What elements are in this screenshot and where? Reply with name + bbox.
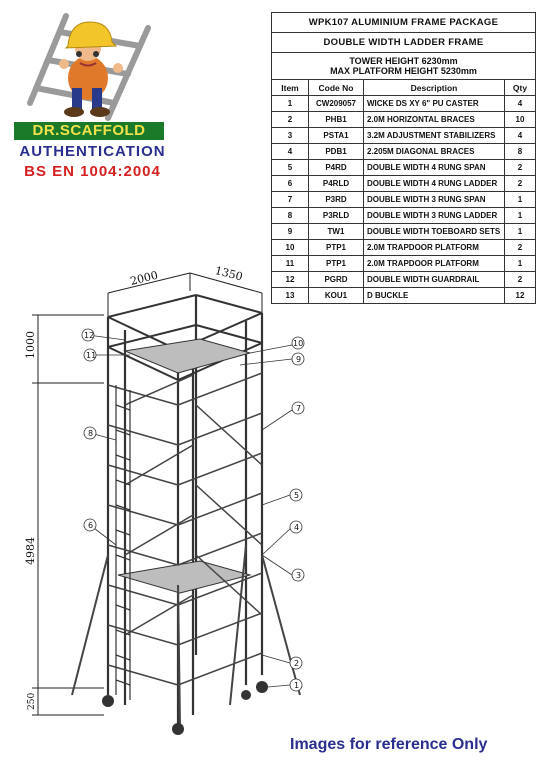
cell-code: PHB1 [309, 112, 364, 128]
table-row [272, 240, 536, 256]
callout-10: 10 [293, 339, 304, 348]
callout-6: 6 [88, 521, 94, 530]
cell-code: P3RD [309, 192, 364, 208]
cell-desc: DOUBLE WIDTH 3 RUNG SPAN [364, 192, 505, 208]
cell-qty: 1 [505, 192, 536, 208]
col-item: Item [272, 80, 309, 96]
table-row [272, 192, 536, 208]
table-row [272, 224, 536, 240]
callout-11: 11 [86, 351, 97, 360]
reference-note: Images for reference Only [290, 736, 488, 753]
cell-code: P3RLD [309, 208, 364, 224]
cell-code: TW1 [309, 224, 364, 240]
table-row [272, 128, 536, 144]
table-row [272, 112, 536, 128]
callout-7: 7 [296, 404, 302, 413]
cell-qty: 4 [505, 96, 536, 112]
callout-2: 2 [294, 659, 300, 668]
cell-item: 4 [272, 144, 309, 160]
table-row [272, 160, 536, 176]
cell-desc: 2.205M DIAGONAL BRACES [364, 144, 505, 160]
cell-code: PGRD [309, 272, 364, 288]
cell-item: 13 [272, 288, 309, 304]
col-qty: Qty [505, 80, 536, 96]
cell-qty: 10 [505, 112, 536, 128]
cell-desc: DOUBLE WIDTH 4 RUNG LADDER [364, 176, 505, 192]
callout-1: 1 [294, 681, 300, 690]
callout-4: 4 [294, 523, 300, 532]
cell-item: 3 [272, 128, 309, 144]
cell-desc: 2.0M TRAPDOOR PLATFORM [364, 256, 505, 272]
height-info [272, 53, 536, 80]
authentication-label: AUTHENTICATION [19, 143, 166, 160]
cell-qty: 8 [505, 144, 536, 160]
cell-desc: D BUCKLE [364, 288, 505, 304]
callout-5: 5 [294, 491, 300, 500]
dim-guardrail: 1000 [24, 331, 37, 359]
cell-qty: 2 [505, 160, 536, 176]
cell-qty: 1 [505, 256, 536, 272]
cell-desc: 2.0M TRAPDOOR PLATFORM [364, 240, 505, 256]
dim-platform: 4984 [24, 537, 37, 565]
cell-desc: 3.2M ADJUSTMENT STABILIZERS [364, 128, 505, 144]
cell-code: KOU1 [309, 288, 364, 304]
cell-item: 10 [272, 240, 309, 256]
cell-item: 1 [272, 96, 309, 112]
cell-desc: DOUBLE WIDTH TOEBOARD SETS [364, 224, 505, 240]
col-description: Description [364, 80, 505, 96]
cell-item: 8 [272, 208, 309, 224]
cell-item: 12 [272, 272, 309, 288]
cell-desc: DOUBLE WIDTH 3 RUNG LADDER [364, 208, 505, 224]
cell-item: 11 [272, 256, 309, 272]
tower-height: TOWER HEIGHT 6230mm [349, 56, 458, 66]
cell-item: 5 [272, 160, 309, 176]
cell-item: 2 [272, 112, 309, 128]
dimension-labels [0, 255, 551, 735]
cell-code: PSTA1 [309, 128, 364, 144]
table-row [272, 96, 536, 112]
cell-code: CW209057 [309, 96, 364, 112]
cell-qty: 2 [505, 272, 536, 288]
cell-qty: 1 [505, 224, 536, 240]
cell-qty: 4 [505, 128, 536, 144]
table-row [272, 144, 536, 160]
cell-desc: 2.0M HORIZONTAL BRACES [364, 112, 505, 128]
dim-length: 2000 [128, 268, 160, 288]
dim-base: 250 [27, 692, 37, 710]
cell-qty: 1 [505, 208, 536, 224]
cell-code: P4RLD [309, 176, 364, 192]
cell-qty: 2 [505, 240, 536, 256]
cell-desc: DOUBLE WIDTH GUARDRAIL [364, 272, 505, 288]
cell-code: PTP1 [309, 240, 364, 256]
cell-code: P4RD [309, 160, 364, 176]
table-header-row [272, 80, 536, 96]
cell-desc: WICKE DS XY 6" PU CASTER [364, 96, 505, 112]
mascot-logo-image [8, 8, 168, 123]
cell-qty: 2 [505, 176, 536, 192]
standard-label: BS EN 1004:2004 [24, 163, 161, 180]
platform-height: MAX PLATFORM HEIGHT 5230mm [330, 66, 477, 76]
table-row [272, 208, 536, 224]
dim-width: 1350 [213, 264, 245, 284]
cell-code: PTP1 [309, 256, 364, 272]
cell-qty: 12 [505, 288, 536, 304]
col-code: Code No [309, 80, 364, 96]
callout-12: 12 [84, 331, 95, 340]
table-row [272, 176, 536, 192]
package-title: WPK107 ALUMINIUM FRAME PACKAGE [272, 13, 536, 33]
cell-desc: DOUBLE WIDTH 4 RUNG SPAN [364, 160, 505, 176]
brand-name: DR.SCAFFOLD [14, 122, 164, 140]
cell-item: 6 [272, 176, 309, 192]
callout-3: 3 [296, 571, 302, 580]
cell-item: 9 [272, 224, 309, 240]
callout-8: 8 [88, 429, 94, 438]
cell-code: PDB1 [309, 144, 364, 160]
cell-item: 7 [272, 192, 309, 208]
frame-title: DOUBLE WIDTH LADDER FRAME [272, 33, 536, 53]
callout-9: 9 [296, 355, 302, 364]
